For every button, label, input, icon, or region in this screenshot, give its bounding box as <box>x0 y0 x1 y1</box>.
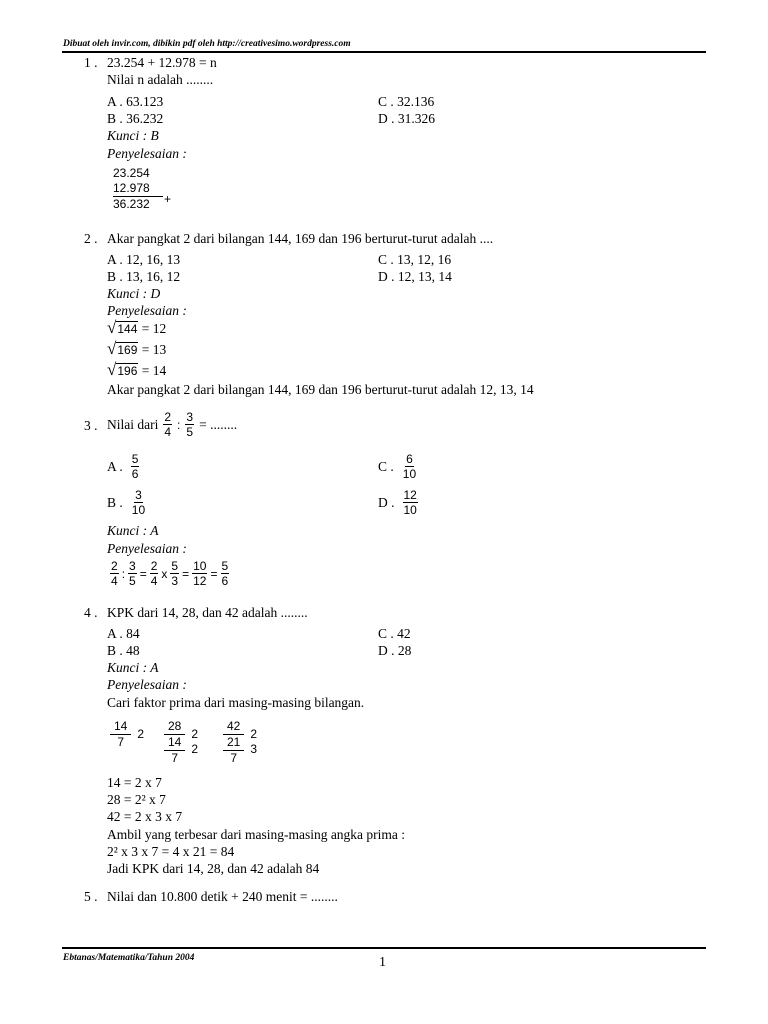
q3-stem: Nilai dari $\frac{2}{4}$ : $\frac{3}{5}$ = ........ <box>107 410 238 439</box>
q4-line-28: 28 = 2² x 7 <box>107 792 166 807</box>
q1-line2: Nilai n adalah ........ <box>107 72 214 87</box>
q1-number: 1 . <box>84 55 98 70</box>
q1-option-a: A . 63.123 <box>107 94 164 109</box>
q2-option-d: D . 12, 13, 14 <box>378 269 452 284</box>
q1-stem: 23.254 + 12.978 = n <box>107 55 217 70</box>
page-number: 1 <box>379 955 386 970</box>
q1-addition-work <box>113 166 163 212</box>
q4-intro: Cari faktor prima dari masing-masing bilangan. <box>107 695 365 710</box>
q2-penyelesaian: Penyelesaian : <box>107 303 187 318</box>
page-header: Dibuat oleh invir.com, dibikin pdf oleh http://creativesimo.wordpress.com <box>63 39 351 49</box>
q2-kunci: Kunci : D <box>107 286 161 301</box>
q1-work-operator: + <box>164 192 172 206</box>
q4-line-product: 2² x 3 x 7 = 4 x 21 = 84 <box>107 844 235 859</box>
header-rule <box>62 51 706 53</box>
q2-option-a: A . 12, 16, 13 <box>107 252 181 267</box>
q4-option-c: C . 42 <box>378 626 411 641</box>
page-footer: Ebtanas/Matematika/Tahun 2004 <box>63 953 195 963</box>
q4-kunci: Kunci : A <box>107 660 159 675</box>
q1-work-row3: 36.232 <box>113 197 150 211</box>
q4-line-42: 42 = 2 x 3 x 7 <box>107 809 183 824</box>
q3-option-d: D . $\frac{12}{10}$ <box>378 488 417 517</box>
q1-work-row2: 12.978 <box>113 181 163 197</box>
q4-factor-tree-14: 14 7 2 <box>110 719 144 750</box>
q5-number: 5 . <box>84 889 98 904</box>
q3-penyelesaian: Penyelesaian : <box>107 541 187 556</box>
q1-option-d: D . 31.326 <box>378 111 435 126</box>
q3-number: 3 . <box>84 418 98 433</box>
q2-stem: Akar pangkat 2 dari bilangan 144, 169 dan 196 berturut-turut adalah .... <box>107 231 494 246</box>
q4-option-d: D . 28 <box>378 643 412 658</box>
q3-option-a: A . $\frac{5}{6}$ <box>107 452 139 481</box>
q2-number: 2 . <box>84 231 98 246</box>
q1-penyelesaian: Penyelesaian : <box>107 146 187 161</box>
q4-stem: KPK dari 14, 28, dan 42 adalah ........ <box>107 605 308 620</box>
q1-kunci: Kunci : B <box>107 128 159 143</box>
q4-line-14: 14 = 2 x 7 <box>107 775 162 790</box>
q1-option-b: B . 36.232 <box>107 111 164 126</box>
q4-option-b: B . 48 <box>107 643 140 658</box>
q2-root-169: √ 169 = 13 <box>107 339 167 358</box>
q3-option-c: C . $\frac{6}{10}$ <box>378 452 417 481</box>
q2-conclusion: Akar pangkat 2 dari bilangan 144, 169 dan 196 berturut-turut adalah 12, 13, 14 <box>107 382 534 397</box>
q4-line-conclusion: Jadi KPK dari 14, 28, dan 42 adalah 84 <box>107 861 320 876</box>
q3-solution: $\frac{2}{4}$ : $\frac{3}{5}$ = $\frac{2}{4}$ x $\frac{5}{3}$ = $\frac{10}{12}$ = $\frac{5}{6}$ <box>111 559 229 588</box>
q4-option-a: A . 84 <box>107 626 140 641</box>
q5-stem: Nilai dan 10.800 detik + 240 menit = ........ <box>107 889 338 904</box>
q3-kunci: Kunci : A <box>107 523 159 538</box>
q1-work-row1: 23.254 <box>113 166 150 180</box>
footer-rule <box>62 947 706 949</box>
q4-number: 4 . <box>84 605 98 620</box>
q4-factor-tree-28: 28 14 7 2 2 <box>164 719 198 766</box>
q1-option-c: C . 32.136 <box>378 94 435 109</box>
q4-line-rule: Ambil yang terbesar dari masing-masing angka prima : <box>107 827 406 842</box>
q2-root-144: √ 144 = 12 <box>107 318 167 337</box>
q2-option-c: C . 13, 12, 16 <box>378 252 452 267</box>
q4-factor-tree-42: 42 21 7 2 3 <box>223 719 257 766</box>
q2-root-196: √ 196 = 14 <box>107 360 167 379</box>
q4-penyelesaian: Penyelesaian : <box>107 677 187 692</box>
q3-option-b: B . $\frac{3}{10}$ <box>107 488 146 517</box>
q2-option-b: B . 13, 16, 12 <box>107 269 181 284</box>
